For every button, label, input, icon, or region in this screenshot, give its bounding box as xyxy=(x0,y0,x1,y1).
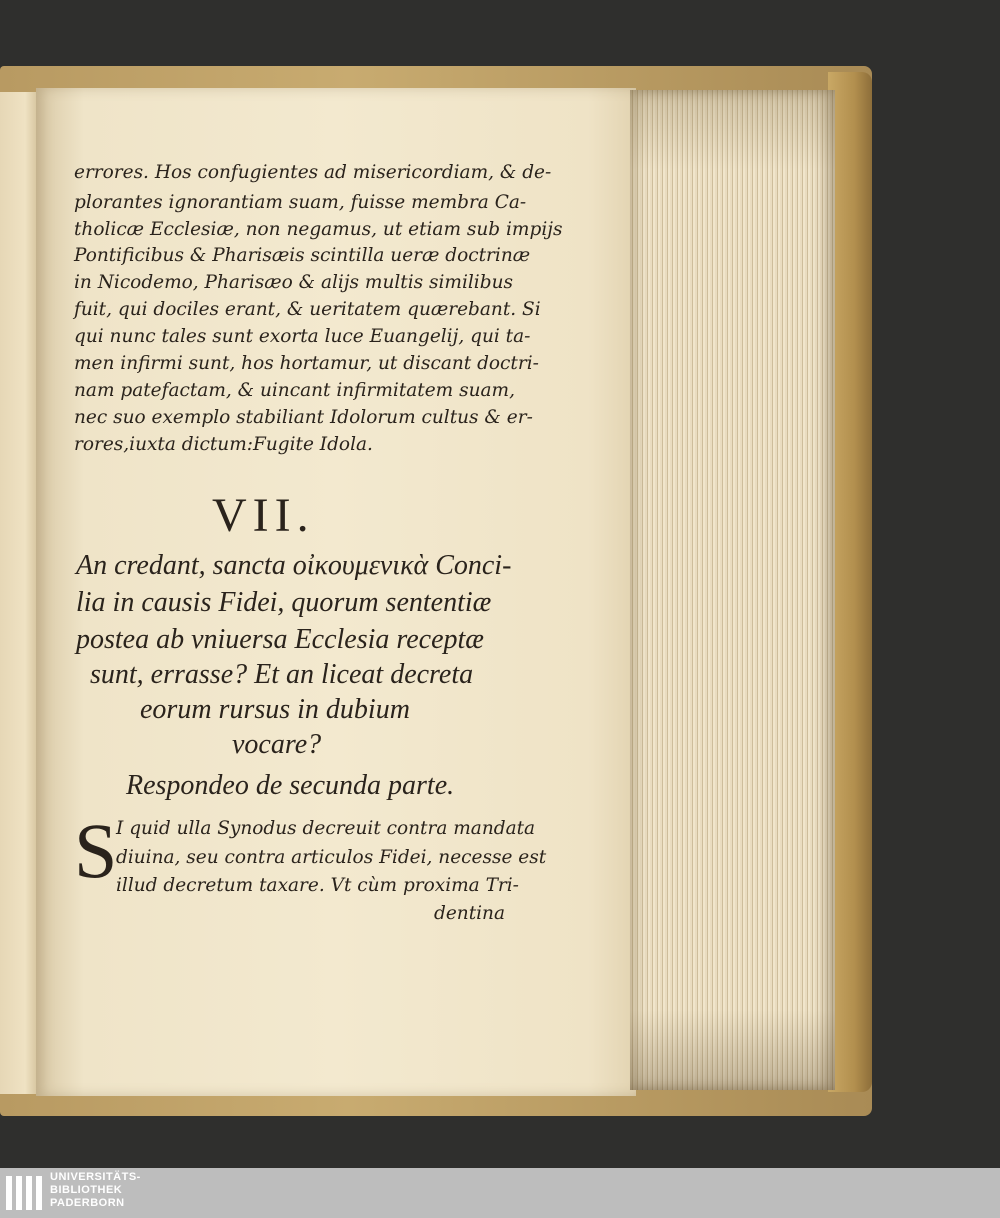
section-number: VII. xyxy=(212,489,315,542)
response-heading: Respondeo de secunda parte. xyxy=(126,770,455,801)
answer-line: diuina, seu contra articulos Fidei, necesse est xyxy=(116,847,547,868)
body-line: men infirmi sunt, hos hortamur, ut discant doctri- xyxy=(74,353,539,374)
answer-line: illud decretum taxare. Vt cùm proxima Tri- xyxy=(116,875,519,896)
body-line: nec suo exemplo stabiliant Idolorum cultus & er- xyxy=(74,407,533,428)
body-line: Pontificibus & Pharisæis scintilla ueræ doctrinæ xyxy=(74,245,531,266)
body-line: nam patefactam, & uincant infirmitatem suam, xyxy=(74,380,515,401)
footer-line-3: PADERBORN xyxy=(50,1197,125,1209)
question-line: vocare? xyxy=(232,729,322,760)
footer-line-2: BIBLIOTHEK xyxy=(50,1184,123,1196)
question-line: sunt, errasse? Et an liceat decreta xyxy=(90,659,474,690)
question-line: eorum rursus in dubium xyxy=(140,694,410,725)
answer-line: I quid ulla Synodus decreuit contra mandata xyxy=(116,818,536,839)
footer-line-1: UNIVERSITÄTS- xyxy=(50,1171,141,1183)
body-line: fuit, qui dociles erant, & ueritatem quærebant. Si xyxy=(74,299,541,320)
library-footer xyxy=(0,1168,1000,1218)
question-line: postea ab vniuersa Ecclesia receptæ xyxy=(76,624,484,655)
body-line: rores,iuxta dictum:Fugite Idola. xyxy=(74,434,373,455)
question-line: An credant, sancta οἰκουμενικὰ Conci- xyxy=(76,550,512,581)
question-line: lia in causis Fidei, quorum sententiæ xyxy=(76,587,492,618)
body-line: qui nunc tales sunt exorta luce Euangelij, qui ta- xyxy=(74,326,531,347)
body-line: tholicæ Ecclesiæ, non negamus, ut etiam sub impijs xyxy=(74,219,563,240)
catchword: dentina xyxy=(434,903,506,924)
library-logo-icon xyxy=(6,1176,44,1210)
body-line: in Nicodemo, Pharisæo & alijs multis similibus xyxy=(74,272,513,293)
drop-initial: S xyxy=(74,807,118,894)
body-line: errores. Hos confugientes ad misericordiam, & de- xyxy=(74,162,552,183)
fore-edge-shading xyxy=(630,90,835,1090)
body-line: plorantes ignorantiam suam, fuisse membra Ca- xyxy=(74,192,527,213)
left-page-edge xyxy=(0,92,37,1094)
